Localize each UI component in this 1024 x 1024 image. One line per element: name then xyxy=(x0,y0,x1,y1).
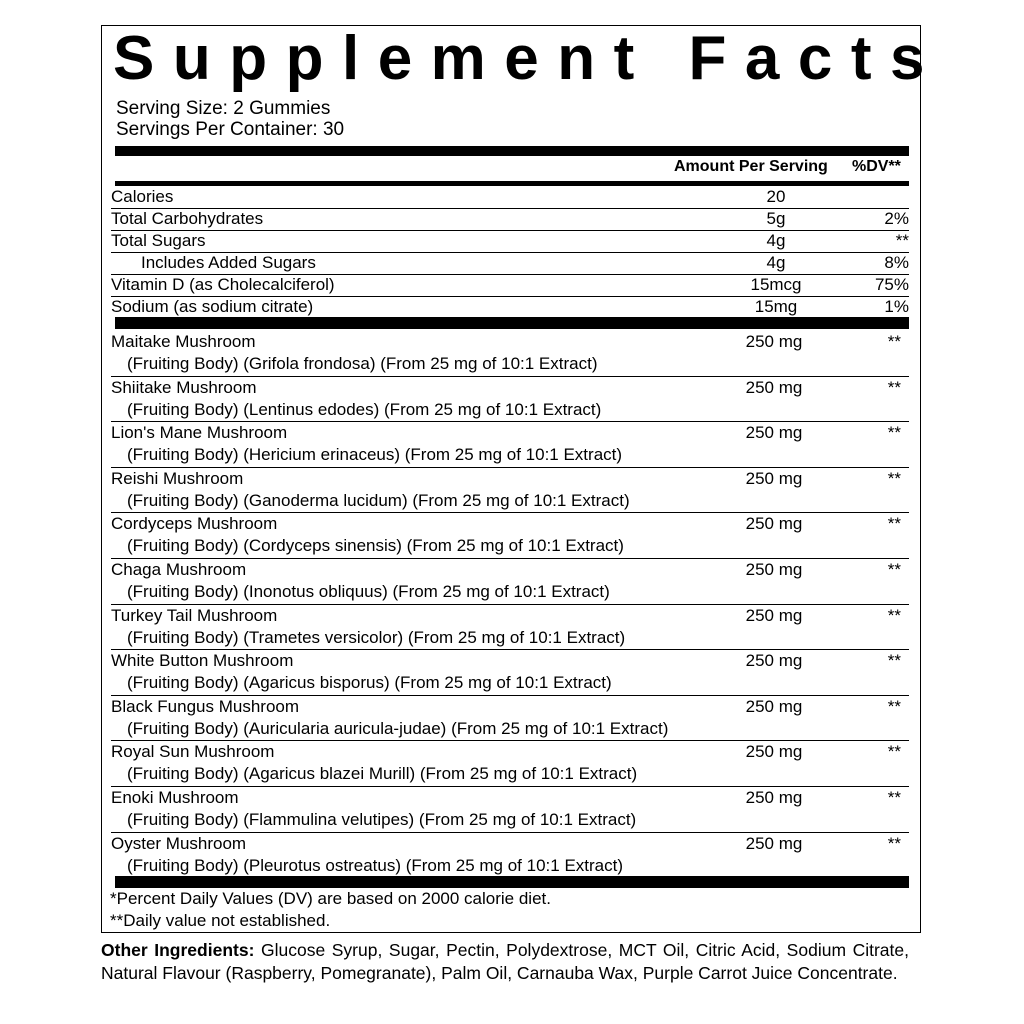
mushroom-dv: ** xyxy=(887,788,901,807)
mushroom-name: Shiitake Mushroom xyxy=(111,377,257,397)
mushroom-name: Maitake Mushroom xyxy=(111,332,256,351)
mushroom-row xyxy=(111,331,909,377)
mushroom-name: Cordyceps Mushroom xyxy=(111,514,278,534)
mushroom-amount: 250 mg xyxy=(745,833,803,853)
mushroom-amount: 250 mg xyxy=(745,332,803,351)
mushroom-name: Black Fungus Mushroom xyxy=(111,696,300,716)
nutrient-dv: 8% xyxy=(884,253,909,272)
nutrient-name: Vitamin D (as Cholecalciferol) xyxy=(111,275,335,294)
mushroom-amount: 250 mg xyxy=(745,514,803,534)
mushroom-name: Chaga Mushroom xyxy=(111,560,247,579)
mushroom-row xyxy=(111,605,909,651)
mushroom-source: (Fruiting Body) (Hericium erinaceus) (From 25 mg of 10:1 Extract) xyxy=(127,445,623,465)
nutrient-amount: 20 xyxy=(766,187,786,206)
mushroom-row xyxy=(111,377,909,423)
mushroom-name: Turkey Tail Mushroom xyxy=(111,605,278,625)
mushroom-source: (Fruiting Body) (Ganoderma lucidum) (From 25 mg of 10:1 Extract) xyxy=(127,490,630,510)
servings-per-container: Servings Per Container: 30 xyxy=(116,119,345,140)
nutrient-amount: 4g xyxy=(766,231,786,250)
mushroom-dv: ** xyxy=(887,696,901,716)
dv-header: %DV** xyxy=(852,158,901,175)
mushroom-name: Royal Sun Mushroom xyxy=(111,742,275,762)
mushroom-amount: 250 mg xyxy=(745,423,803,443)
nutrient-name: Sodium (as sodium citrate) xyxy=(111,297,314,316)
panel-title: Supplement Facts xyxy=(113,24,943,93)
mushroom-dv: ** xyxy=(887,605,901,625)
nutrient-dv: 1% xyxy=(884,297,909,316)
mushroom-source: (Fruiting Body) (Agaricus blazei Murill) (From 25 mg of 10:1 Extract) xyxy=(127,764,638,784)
mushroom-dv: ** xyxy=(887,560,901,579)
mushroom-row xyxy=(111,696,909,742)
other-ingredients xyxy=(101,939,909,984)
mushroom-source: (Fruiting Body) (Auricularia auricula-judae) (From 25 mg of 10:1 Extract) xyxy=(127,718,669,738)
mushroom-amount: 250 mg xyxy=(745,468,803,488)
mushroom-amount: 250 mg xyxy=(745,696,803,716)
mushroom-name: Reishi Mushroom xyxy=(111,468,244,488)
mushroom-amount: 250 mg xyxy=(745,651,803,671)
footnote-dv: *Percent Daily Values (DV) are based on 2000 calorie diet. xyxy=(110,889,551,908)
nutrient-name: Total Sugars xyxy=(111,231,206,250)
mushroom-source: (Fruiting Body) (Cordyceps sinensis) (From 25 mg of 10:1 Extract) xyxy=(127,536,624,556)
mushroom-name: White Button Mushroom xyxy=(111,651,294,671)
nutrient-name: Total Carbohydrates xyxy=(111,209,264,228)
nutrient-amount: 5g xyxy=(766,209,786,228)
mushroom-dv: ** xyxy=(887,423,901,443)
thick-divider-mid xyxy=(115,317,909,329)
nutrient-row xyxy=(111,186,909,208)
mushroom-row xyxy=(111,741,909,787)
mushroom-source: (Fruiting Body) (Agaricus bisporus) (From 25 mg of 10:1 Extract) xyxy=(127,673,612,693)
mushroom-row xyxy=(111,787,909,833)
mushroom-dv: ** xyxy=(887,468,901,488)
nutrient-amount: 15mg xyxy=(754,297,798,316)
mushroom-name: Enoki Mushroom xyxy=(111,788,239,807)
nutrient-row xyxy=(111,230,909,252)
nutrient-dv: 75% xyxy=(874,275,909,294)
nutrient-row xyxy=(111,208,909,230)
mushroom-source: (Fruiting Body) (Inonotus obliquus) (From 25 mg of 10:1 Extract) xyxy=(127,582,610,601)
mushroom-amount: 250 mg xyxy=(745,605,803,625)
mushroom-row xyxy=(111,513,909,559)
nutrient-amount: 15mcg xyxy=(750,275,802,294)
mushroom-row xyxy=(111,559,909,605)
nutrient-name: Includes Added Sugars xyxy=(141,253,316,272)
mushroom-dv: ** xyxy=(887,833,901,853)
mushroom-amount: 250 mg xyxy=(745,742,803,762)
nutrient-name: Calories xyxy=(111,187,174,206)
mushroom-dv: ** xyxy=(887,332,901,351)
mushroom-dv: ** xyxy=(887,742,901,762)
mushroom-name: Oyster Mushroom xyxy=(111,833,247,853)
mushroom-source: (Fruiting Body) (Pleurotus ostreatus) (From 25 mg of 10:1 Extract) xyxy=(127,855,624,875)
nutrient-row xyxy=(111,274,909,296)
mushroom-amount: 250 mg xyxy=(745,560,803,579)
mushroom-row xyxy=(111,468,909,514)
other-ingredients-label: Other Ingredients: xyxy=(101,940,255,960)
mushroom-dv: ** xyxy=(887,377,901,397)
mushroom-name: Lion's Mane Mushroom xyxy=(111,423,288,443)
other-ingredients-text: Glucose Syrup, Sugar, Pectin, Polydextrose, MCT Oil, Citric Acid, Sodium Citrate, Natural Flavour (Raspberry, Pomegranate), Palm Oil, Carnauba Wax, Purple Carrot Juice Concentrate. xyxy=(101,940,909,983)
mushroom-source: (Fruiting Body) (Grifola frondosa) (From 25 mg of 10:1 Extract) xyxy=(127,354,598,373)
mushroom-row xyxy=(111,422,909,468)
thick-divider-top xyxy=(115,146,909,156)
nutrient-row xyxy=(111,252,909,274)
mushroom-row xyxy=(111,650,909,696)
mushroom-dv: ** xyxy=(887,514,901,534)
nutrient-dv: ** xyxy=(895,231,909,250)
mushroom-amount: 250 mg xyxy=(745,788,803,807)
mushroom-dv: ** xyxy=(887,651,901,671)
amount-per-serving-header: Amount Per Serving xyxy=(674,158,828,175)
mushroom-row xyxy=(111,833,909,879)
mushroom-source: (Fruiting Body) (Flammulina velutipes) (From 25 mg of 10:1 Extract) xyxy=(127,810,637,829)
mushroom-amount: 250 mg xyxy=(745,377,803,397)
supplement-facts-panel xyxy=(101,24,943,933)
mushroom-source: (Fruiting Body) (Trametes versicolor) (From 25 mg of 10:1 Extract) xyxy=(127,627,626,647)
mushroom-source: (Fruiting Body) (Lentinus edodes) (From 25 mg of 10:1 Extract) xyxy=(127,399,602,419)
nutrient-amount: 4g xyxy=(766,253,786,272)
nutrient-row xyxy=(111,296,909,318)
footnote-not-established: **Daily value not established. xyxy=(110,911,331,930)
nutrient-dv: 2% xyxy=(884,209,909,228)
thick-divider-bottom xyxy=(115,876,909,888)
serving-size: Serving Size: 2 Gummies xyxy=(116,98,331,119)
